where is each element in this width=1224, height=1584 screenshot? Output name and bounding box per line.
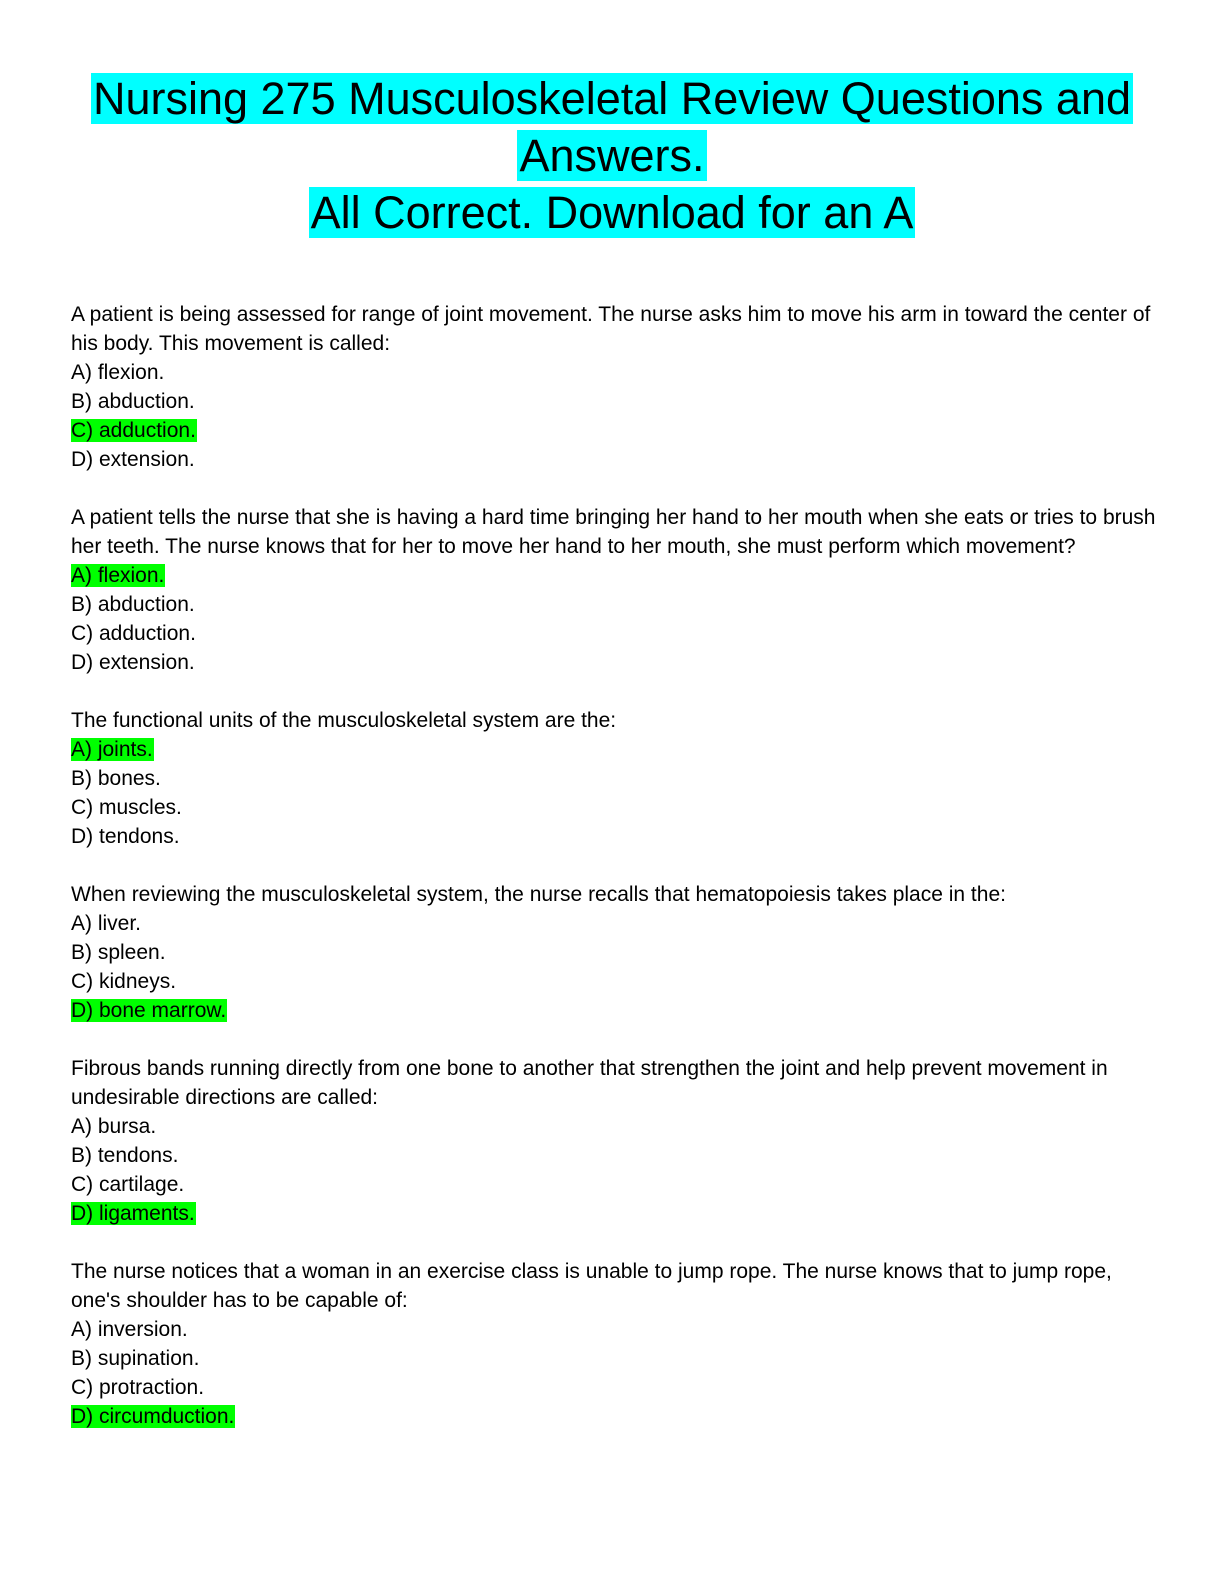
answer-option <box>71 1373 1161 1402</box>
question-stem: When reviewing the musculoskeletal system, the nurse recalls that hematopoiesis takes place in the: <box>71 883 1006 906</box>
answer-option <box>71 358 1161 387</box>
answer-option <box>71 1315 1161 1344</box>
answer-option-text: D) ligaments. <box>71 1202 195 1225</box>
question-block <box>71 706 1161 851</box>
answer-option <box>71 1112 1161 1141</box>
answer-option-text: D) extension. <box>71 448 195 471</box>
question-list <box>71 300 1161 1460</box>
title-line: All Correct. Download for an A <box>310 187 914 238</box>
answer-option-text: D) tendons. <box>71 825 180 848</box>
answer-option-text: C) adduction. <box>71 419 196 442</box>
question-stem: A patient tells the nurse that she is having a hard time bringing her hand to her mouth when she eats or tries to brush her teeth. The nurse knows that for her to move her hand to her mouth, she must perform which movement? <box>71 506 1156 558</box>
title-line: Answers. <box>519 130 705 181</box>
answer-option <box>71 648 1161 677</box>
answer-option-text: A) liver. <box>71 912 142 935</box>
question-block <box>71 880 1161 1025</box>
answer-option-text: B) spleen. <box>71 941 166 964</box>
answer-option-correct <box>71 996 1161 1025</box>
answer-option-text: C) kidneys. <box>71 970 177 993</box>
question-block <box>71 300 1161 474</box>
question-stem: A patient is being assessed for range of joint movement. The nurse asks him to move his arm in toward the center of his body. This movement is called: <box>71 303 1151 355</box>
answer-option-correct <box>71 1402 1161 1431</box>
document-title <box>0 70 1224 241</box>
question-block <box>71 1257 1161 1431</box>
answer-option <box>71 619 1161 648</box>
question-block <box>71 503 1161 677</box>
answer-option <box>71 1344 1161 1373</box>
question-block <box>71 1054 1161 1228</box>
answer-option <box>71 1170 1161 1199</box>
answer-option-text: C) muscles. <box>71 796 182 819</box>
answer-option-text: A) joints. <box>71 738 153 761</box>
answer-option-text: B) bones. <box>71 767 161 790</box>
answer-option-text: C) cartilage. <box>71 1173 185 1196</box>
title-line-1-wrap <box>0 70 1224 127</box>
answer-option-text: D) bone marrow. <box>71 999 227 1022</box>
answer-option-text: D) extension. <box>71 651 195 674</box>
answer-option <box>71 938 1161 967</box>
answer-option-text: A) bursa. <box>71 1115 157 1138</box>
answer-option-text: A) flexion. <box>71 361 165 384</box>
answer-option <box>71 822 1161 851</box>
answer-option-text: C) protraction. <box>71 1376 205 1399</box>
answer-option <box>71 445 1161 474</box>
answer-option-text: B) supination. <box>71 1347 200 1370</box>
answer-option-text: C) adduction. <box>71 622 196 645</box>
answer-option <box>71 590 1161 619</box>
title-line-2-wrap <box>0 127 1224 184</box>
answer-option-correct <box>71 561 1161 590</box>
answer-option <box>71 909 1161 938</box>
answer-option-correct <box>71 1199 1161 1228</box>
answer-option <box>71 387 1161 416</box>
answer-option-correct <box>71 735 1161 764</box>
answer-option-correct <box>71 416 1161 445</box>
answer-option-text: B) abduction. <box>71 390 195 413</box>
answer-option <box>71 1141 1161 1170</box>
answer-option-text: D) circumduction. <box>71 1405 235 1428</box>
question-stem: Fibrous bands running directly from one bone to another that strengthen the joint and help prevent movement in undesirable directions are called: <box>71 1057 1108 1109</box>
title-line: Nursing 275 Musculoskeletal Review Questions and <box>92 73 1132 124</box>
answer-option-text: A) flexion. <box>71 564 165 587</box>
answer-option-text: B) abduction. <box>71 593 195 616</box>
answer-option-text: B) tendons. <box>71 1144 179 1167</box>
answer-option <box>71 967 1161 996</box>
answer-option-text: A) inversion. <box>71 1318 188 1341</box>
question-stem: The nurse notices that a woman in an exercise class is unable to jump rope. The nurse knows that to jump rope, one's shoulder has to be capable of: <box>71 1260 1112 1312</box>
answer-option <box>71 793 1161 822</box>
question-stem: The functional units of the musculoskeletal system are the: <box>71 709 617 732</box>
title-line-3-wrap <box>0 184 1224 241</box>
answer-option <box>71 764 1161 793</box>
